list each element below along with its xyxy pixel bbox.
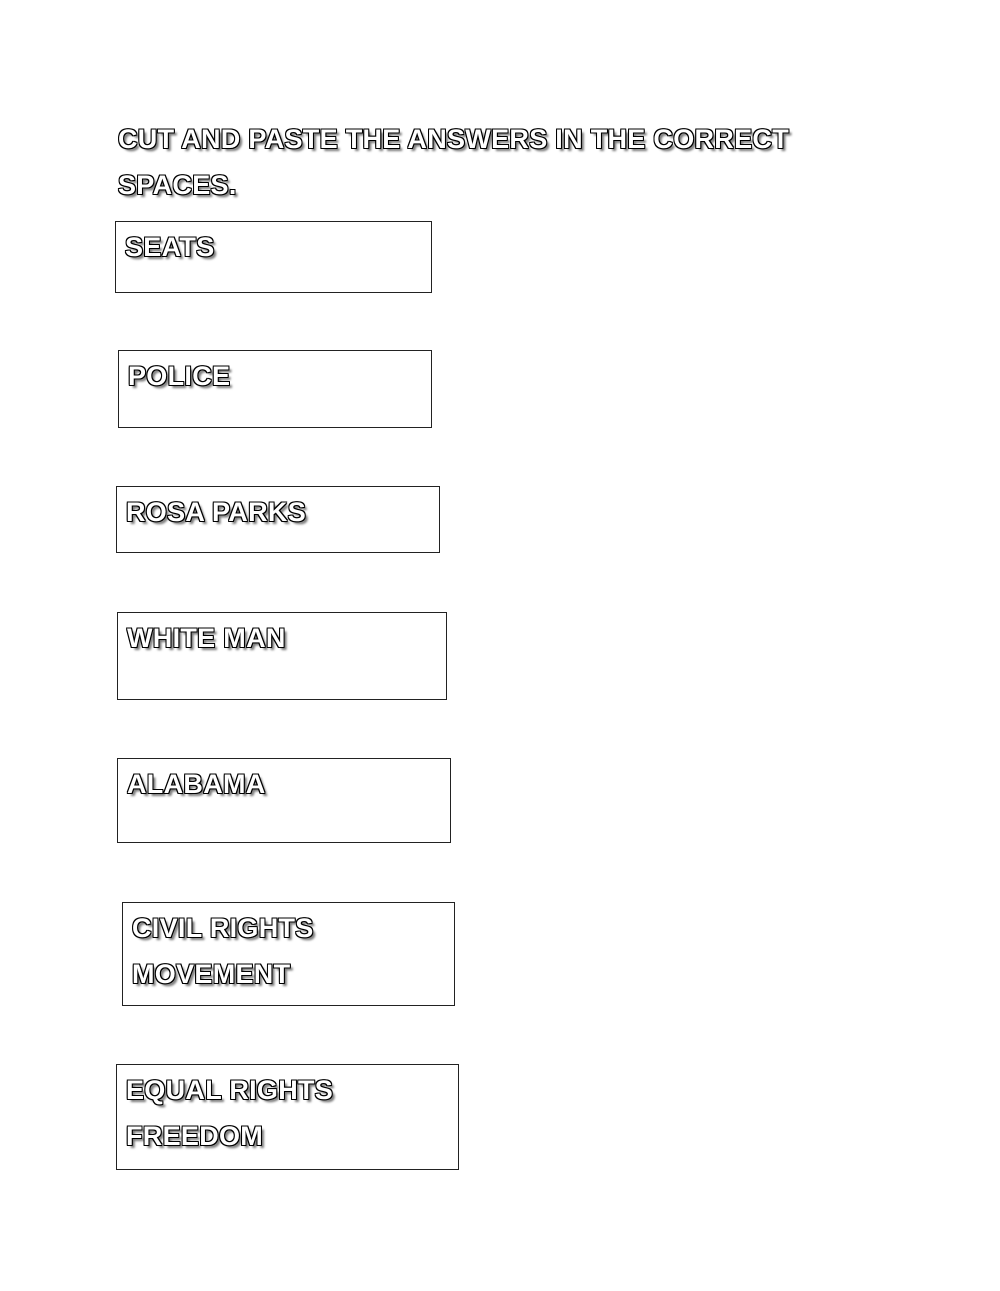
- answer-box-seats[interactable]: [115, 221, 432, 293]
- answer-box-label: ROSA PARKS: [126, 497, 307, 527]
- answer-box-equal-rights-freedom[interactable]: [116, 1064, 459, 1170]
- answer-box-label: SEATS: [125, 232, 215, 262]
- answer-box-label: WHITE MAN: [127, 623, 286, 653]
- answer-box-label: CIVIL RIGHTS MOVEMENT: [132, 913, 314, 989]
- answer-box-police[interactable]: [118, 350, 432, 428]
- answer-box-rosa-parks[interactable]: [116, 486, 440, 553]
- answer-box-civil-rights-movement[interactable]: [122, 902, 455, 1006]
- answer-box-label: EQUAL RIGHTS FREEDOM: [126, 1075, 334, 1151]
- answer-box-alabama[interactable]: [117, 758, 451, 843]
- worksheet-instructions: CUT AND PASTE THE ANSWERS IN THE CORRECT SPACES.: [118, 124, 790, 200]
- answer-box-label: ALABAMA: [127, 769, 266, 799]
- answer-box-label: POLICE: [128, 361, 231, 391]
- answer-box-white-man[interactable]: [117, 612, 447, 700]
